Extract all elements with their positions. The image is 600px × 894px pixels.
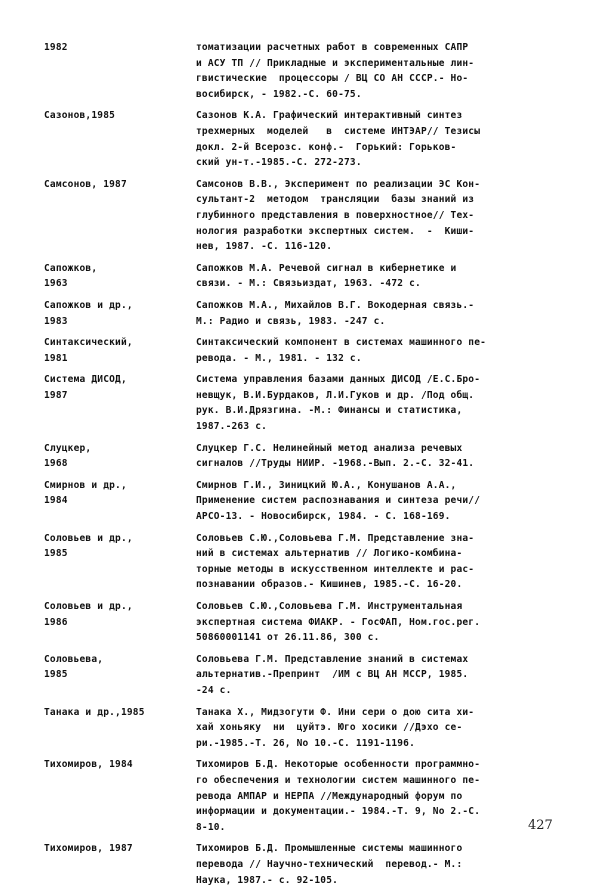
entry-citation [196, 705, 564, 752]
entry-citation [196, 841, 564, 888]
entry-citation-line: Соловьева Г.М. Представление знаний в системах [196, 653, 469, 665]
entry-key-line: Тихомиров, 1987 [44, 843, 133, 855]
bibliography-entry [44, 177, 564, 255]
bibliography-entry [44, 757, 564, 835]
entry-key-line: Сапожков и др., [44, 299, 133, 311]
entry-citation-line: Смирнов Г.И., Зиницкий Ю.А., Конушанов А.А., [196, 479, 457, 491]
entry-citation-line: трехмерных моделей в системе ИНТЭАР// Тезисы [196, 125, 481, 137]
bibliography-entry [44, 599, 564, 646]
entry-key-line: 1986 [44, 616, 68, 628]
entry-citation-line: сигналов //Труды НИИР. -1968.-Вып. 2.-С. 32-41. [196, 458, 475, 470]
entry-key-line: Слуцкер, [44, 442, 92, 454]
entry-citation-line: Слуцкер Г.С. Нелинейный метод анализа речевых [196, 442, 463, 454]
entry-key [44, 298, 196, 329]
entry-citation-line: -24 с. [196, 684, 232, 696]
entry-citation-line: Самсонов В.В., Эксперимент по реализации ЭС Кон- [196, 178, 481, 190]
entry-key [44, 108, 196, 170]
entry-citation-line: рук. В.И.Дрязгина. -М.: Финансы и статистика, [196, 405, 463, 417]
entry-key-line: Сазонов,1985 [44, 110, 116, 122]
entry-citation-line: нев, 1987. -С. 116-120. [196, 241, 333, 253]
entry-key-line: 1984 [44, 495, 68, 507]
entry-key-line: Сапожков, [44, 262, 98, 274]
entry-citation-line: связи. - М.: Связьиздат, 1963. -472 с. [196, 278, 421, 290]
entry-citation-line: восибирск, - 1982.-С. 60-75. [196, 88, 362, 100]
entry-key [44, 652, 196, 699]
entry-citation-line: информации и документации.- 1984.-Т. 9, No 2.-С. [196, 806, 481, 818]
entry-key-line: 1987 [44, 389, 68, 401]
entry-citation-line: ревода АМПАР и НЕРПА //Международный форум по [196, 790, 463, 802]
entry-key [44, 177, 196, 255]
entry-citation-line: 50860001141 от 26.11.86, 300 с. [196, 632, 380, 644]
entry-citation-line: 8-10. [196, 821, 226, 833]
bibliography-entry [44, 261, 564, 292]
entry-key [44, 705, 196, 752]
entry-citation-line: экспертная система ФИАКР. - ГосФАП, Ном.гос.рег. [196, 616, 481, 628]
entry-key-line: Система ДИСОД, [44, 374, 127, 386]
bibliography-entry [44, 335, 564, 366]
entry-citation [196, 40, 564, 102]
entry-citation [196, 441, 564, 472]
entry-citation-line: нология разработки экспертных систем. - Киши- [196, 225, 475, 237]
entry-citation-line: Танака Х., Мидзогути Ф. Ини сери о дою сита хи- [196, 706, 475, 718]
entry-key-line: 1963 [44, 278, 68, 290]
entry-key-line: 1983 [44, 315, 68, 327]
entry-citation-line: докл. 2-й Всерозс. конф.- Горький: Горьков- [196, 141, 457, 153]
bibliography-entry [44, 478, 564, 525]
entry-key-line: 1982 [44, 42, 68, 53]
entry-citation [196, 108, 564, 170]
entry-key-line: 1985 [44, 669, 68, 681]
entry-key-line: Самсонов, 1987 [44, 178, 127, 190]
entry-citation-line: альтернатив.-Препринт /ИМ с ВЦ АН МССР, 1985. [196, 669, 469, 681]
entry-citation-line: Синтаксический компонент в системах машинного пе- [196, 337, 487, 349]
entry-citation [196, 531, 564, 593]
entry-key-line: Соловьев и др., [44, 601, 133, 612]
bibliography-entry [44, 841, 564, 888]
entry-key [44, 261, 196, 292]
entry-citation-line: ский ун-т.-1985.-С. 272-273. [196, 157, 362, 169]
entry-citation-line: АРСО-13. - Новосибирск, 1984. - С. 168-169. [196, 511, 451, 523]
entry-citation-line: томатизации расчетных работ в современных САПР [196, 42, 469, 53]
entry-citation-line: Тихомиров Б.Д. Промышленные системы машинного [196, 843, 463, 855]
entry-key-line: Соловьев и др., [44, 532, 133, 544]
entry-citation [196, 478, 564, 525]
entry-key [44, 478, 196, 525]
bibliography-entry [44, 372, 564, 434]
entry-citation [196, 261, 564, 292]
entry-citation-line: невщук, В.И.Бурдаков, Л.И.Гуков и др. /Под общ. [196, 389, 475, 401]
bibliography-entry [44, 108, 564, 170]
entry-citation [196, 372, 564, 434]
entry-citation-line: ри.-1985.-Т. 26, No 10.-С. 1191-1196. [196, 737, 416, 749]
bibliography-list [44, 40, 564, 894]
entry-citation-line: го обеспечения и технологии систем машинного пе- [196, 774, 481, 786]
entry-key-line: 1981 [44, 352, 68, 364]
entry-citation [196, 298, 564, 329]
bibliography-entry [44, 705, 564, 752]
page-number: 427 [528, 818, 553, 833]
entry-citation-line: познавании образов.- Кишинев, 1985.-С. 16-20. [196, 579, 463, 591]
entry-citation-line: Соловьев С.Ю.,Соловьева Г.М. Представление зна- [196, 532, 475, 544]
entry-citation-line: М.: Радио и связь, 1983. -247 с. [196, 315, 386, 327]
bibliography-entry [44, 652, 564, 699]
entry-citation-line: Сапожков М.А., Михайлов В.Г. Вокодерная связь.- [196, 299, 475, 311]
entry-citation-line: 1987.-263 с. [196, 421, 268, 433]
entry-key-line: Соловьева, [44, 653, 104, 665]
entry-key [44, 40, 196, 102]
entry-citation-line: гвистические процессоры / ВЦ СО АН СССР.- Но- [196, 73, 469, 85]
entry-key [44, 531, 196, 593]
entry-citation [196, 757, 564, 835]
entry-key [44, 441, 196, 472]
entry-key-line: Тихомиров, 1984 [44, 759, 133, 771]
entry-key [44, 757, 196, 835]
entry-key [44, 335, 196, 366]
entry-citation-line: Применение систем распознавания и синтеза речи// [196, 495, 481, 507]
bibliography-entry [44, 531, 564, 593]
entry-key-line: Синтаксический, [44, 337, 133, 349]
entry-citation [196, 652, 564, 699]
entry-key-line: 1968 [44, 458, 68, 470]
entry-key-line: Смирнов и др., [44, 479, 127, 491]
bibliography-entry [44, 441, 564, 472]
entry-key-line: 1985 [44, 548, 68, 560]
entry-citation-line: Соловьев С.Ю.,Соловьева Г.М. Инструментальная [196, 601, 463, 612]
entry-key [44, 372, 196, 434]
entry-key [44, 599, 196, 646]
entry-citation-line: глубинного представления в поверхностное// Тех- [196, 209, 475, 221]
entry-citation-line: хай хоньяку ни цуйтэ. Юго хосики //Дэхо се- [196, 722, 463, 734]
entry-citation-line: Тихомиров Б.Д. Некоторые особенности программно- [196, 759, 481, 771]
entry-citation-line: Система управления базами данных ДИСОД /Е.С.Бро- [196, 374, 481, 386]
entry-citation-line: Сазонов К.А. Графический интерактивный синтез [196, 110, 463, 122]
entry-key-line: Танака и др.,1985 [44, 706, 145, 718]
entry-key [44, 841, 196, 888]
entry-citation-line: сультант-2 методом трансляции базы знаний из [196, 194, 475, 206]
entry-citation-line: ний в системах альтернатив // Логико-комбина- [196, 548, 463, 560]
bibliography-entry [44, 40, 564, 102]
entry-citation-line: Наука, 1987.- с. 92-105. [196, 874, 339, 886]
entry-citation-line: Сапожков М.А. Речевой сигнал в кибернетике и [196, 262, 457, 274]
entry-citation [196, 599, 564, 646]
entry-citation-line: перевода // Научно-технический перевод.- М.: [196, 858, 463, 870]
bibliography-entry [44, 298, 564, 329]
entry-citation [196, 335, 564, 366]
entry-citation-line: торные методы в искусственном интеллекте и рас- [196, 563, 475, 575]
entry-citation-line: ревода. - М., 1981. - 132 с. [196, 352, 362, 364]
entry-citation-line: и АСУ ТП // Прикладные и экспериментальные лин- [196, 57, 475, 69]
entry-citation [196, 177, 564, 255]
